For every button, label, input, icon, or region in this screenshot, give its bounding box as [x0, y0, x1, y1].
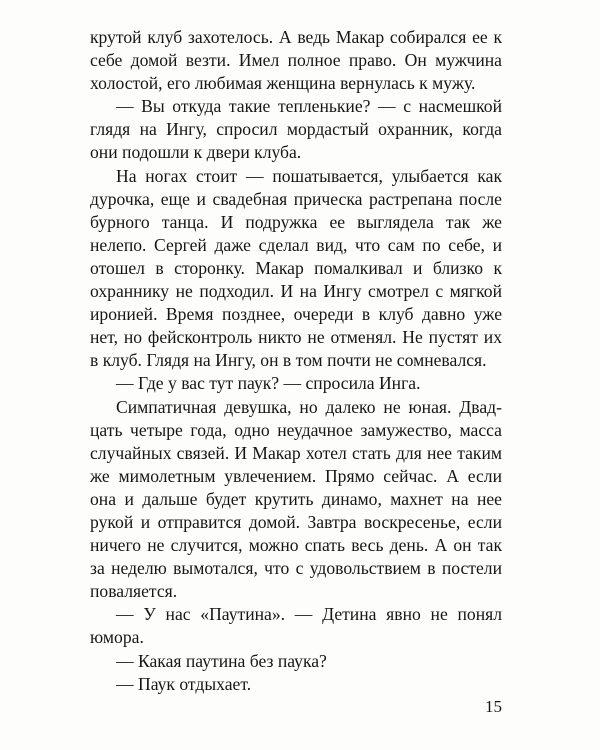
paragraph: — Паук отдыхает.	[116, 673, 252, 694]
body-text	[90, 26, 502, 696]
paragraph: — Вы откуда такие тепленькие? — с насмешкой глядя на Ингу, спросил мордастый охранник, когда они подошли к двери клуба.	[90, 96, 502, 163]
paragraph: — Где у вас тут паук? — спросила Инга.	[116, 373, 421, 394]
paragraph: На ногах стоит — пошатывается, улыбается как дурочка, еще и свадебная прическа растрепана после бурного танца. И подружка ее выглядела так же нелепо. Сергей даже сделал вид, что сам по себе, и отошел в сторонку. Макар помалкивал и близко к охраннику не подходил. И на Ингу смотрел с мягкой иронией. Время позднее, очереди в клуб давно уже нет, но фейсконтроль никто не отменял. Не пустят их в клуб. Глядя на Ингу, он в том почти не сомневался.	[90, 165, 502, 371]
paragraph: — Какая паутина без паука?	[116, 650, 327, 671]
paragraph: крутой клуб захотелось. А ведь Макар собирался ее к себе домой везти. Имел полное право. Он мужчина холостой, его любимая женщина вернулась к мужу.	[90, 27, 502, 94]
paragraph: Симпатичная девушка, но далеко не юная. Двадцать четыре года, одно неудачное замужество, масса случайных связей. И Макар хотел стать для нее таким же мимолетным увлечением. Прямо сейчас. А если она и дальше будет крутить динамо, махнет на нее рукой и отправится домой. Завтра воскресенье, если ничего не случится, можно спать весь день. А он так за неделю вымотался, что с удовольствием в постели поваляется.	[90, 396, 502, 602]
paragraph: — У нас «Паутина». — Детина явно не понял юмора.	[90, 604, 502, 648]
page-number: 15	[485, 697, 502, 716]
